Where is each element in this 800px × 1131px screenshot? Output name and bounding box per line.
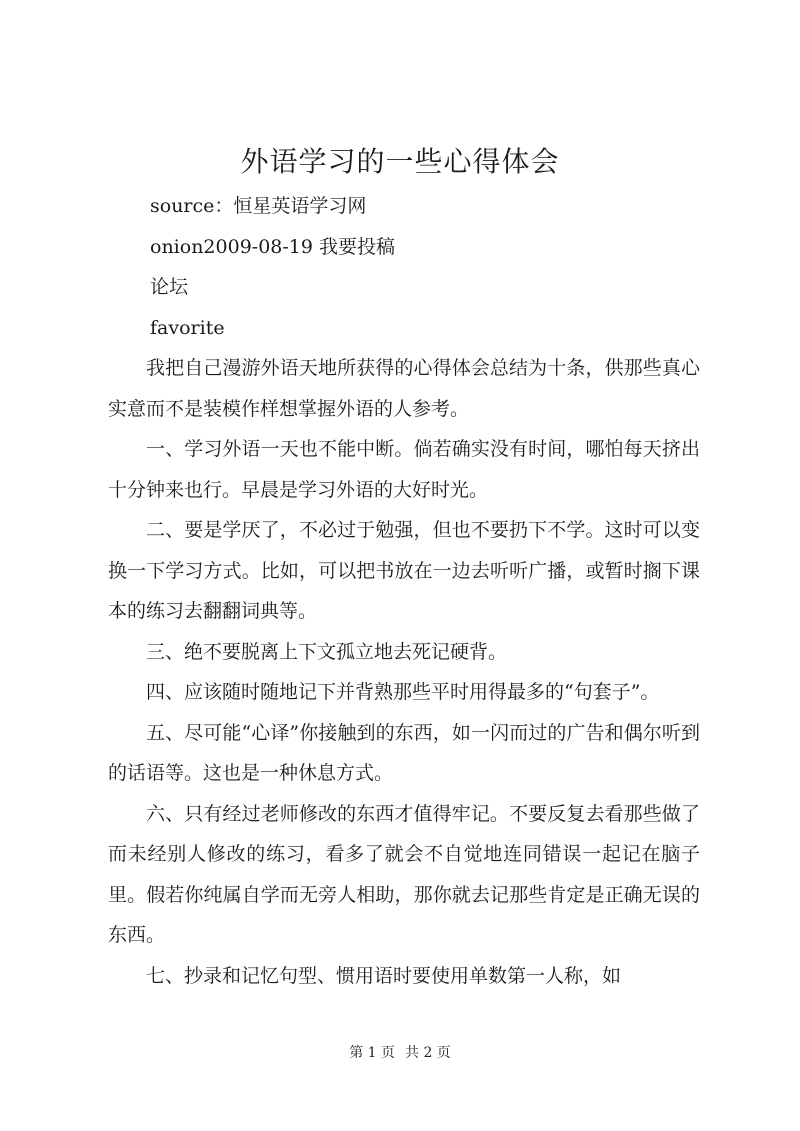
page-number: 第 1 页 [349,1045,395,1061]
source-line: source：恒星英语学习网 [150,195,367,217]
page-total: 共 2 页 [405,1045,451,1061]
paragraph-5: 五、尽可能“心译”你接触到的东西，如一闪而过的广告和偶尔听到的话语等。这也是一种休息方式。 [108,721,700,784]
paragraph-7: 七、抄录和记忆句型、惯用语时要使用单数第一人称，如 [146,964,622,987]
page-footer [0,1043,800,1063]
paragraph-2: 二、要是学厌了，不必过于勉强，但也不要扔下不学。这时可以变换一下学习方式。比如，可以把书放在一边去听听广播，或暂时搁下课本的练习去翻翻词典等。 [108,519,700,622]
paragraph-1: 一、学习外语一天也不能中断。倘若确实没有时间，哪怕每天挤出十分钟来也行。早晨是学习外语的大好时光。 [108,438,700,501]
author-date-line: onion2009-08-19 我要投稿 [150,235,396,258]
paragraph-4: 四、应该随时随地记下并背熟那些平时用得最多的“句套子”。 [146,681,660,703]
paragraph-3: 三、绝不要脱离上下文孤立地去死记硬背。 [146,640,508,663]
document-title: 外语学习的一些心得体会 [240,145,560,178]
document-body [108,186,700,996]
paragraph-intro: 我把自己漫游外语天地所获得的心得体会总结为十条，供那些真心实意而不是装模作样想掌握外语的人参考。 [108,357,700,420]
favorite-line: favorite [150,316,225,339]
forum-line: 论坛 [150,276,189,298]
paragraph-6: 六、只有经过老师修改的东西才值得牢记。不要反复去看那些做了而未经别人修改的练习，看多了就会不自觉地连同错误一起记在脑子里。假若你纯属自学而无旁人相助，那你就去记那些肯定是正确无误的东西。 [108,802,700,946]
